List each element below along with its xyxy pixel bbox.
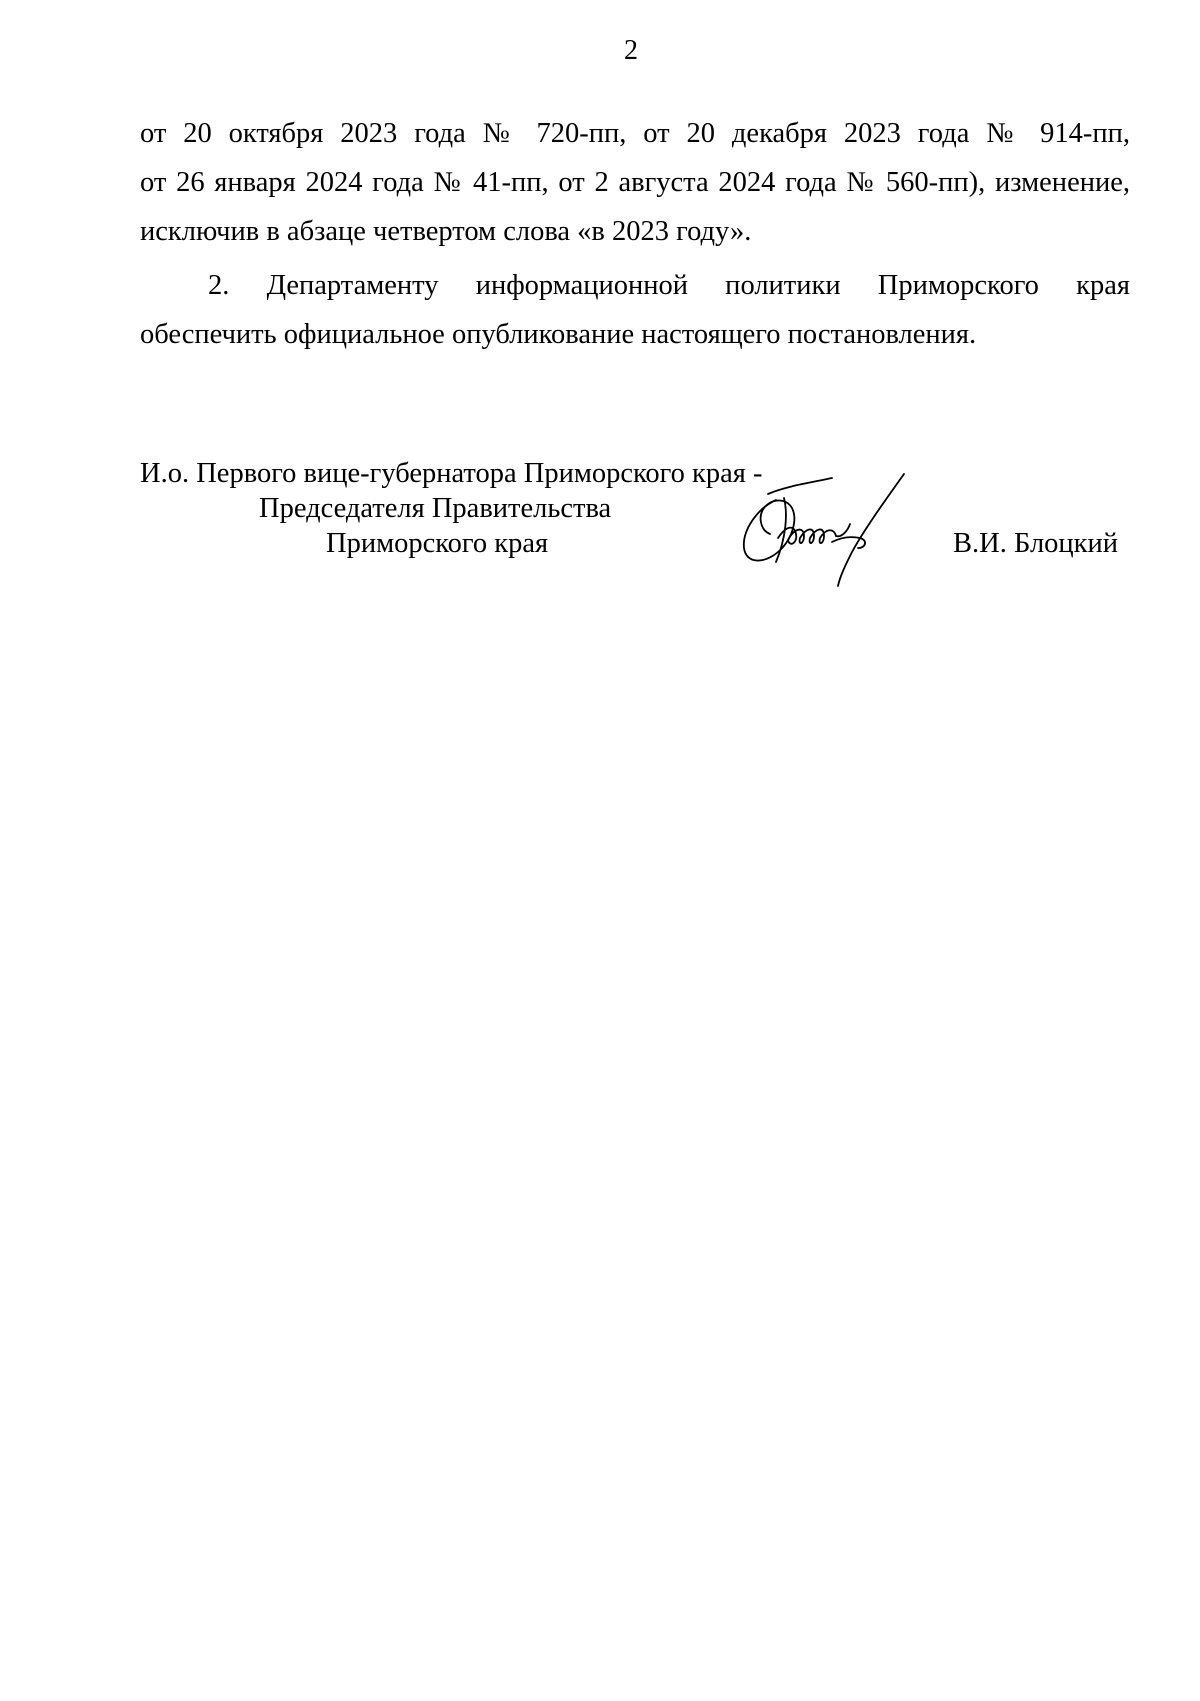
paragraph-publication [140,261,1130,359]
handwritten-signature [728,468,928,596]
paragraph-line: от 20 октября 2023 года № 720-пп, от 20 декабря 2023 года № 914-пп, [140,118,1130,149]
paragraph-line: 2. Департаменту информационной политики Приморского края [208,270,1130,301]
paragraph-line: от 26 января 2024 года № 41-пп, от 2 августа 2024 года № 560-пп), изменение, [140,167,1130,198]
paragraph-line: исключив в абзаце четвертом слова «в 2023 году». [140,216,752,247]
signatory-position-line: Приморского края [326,528,549,559]
paragraph-amendment [140,109,1130,256]
paragraph-line: обеспечить официальное опубликование настоящего постановления. [140,319,977,350]
signatory-position-line: И.о. Первого вице-губернатора Приморского края - [140,458,763,489]
signatory-position-line: Председателя Правительства [259,493,612,524]
page-number: 2 [624,35,638,66]
signatory-name: В.И. Блоцкий [953,528,1119,559]
